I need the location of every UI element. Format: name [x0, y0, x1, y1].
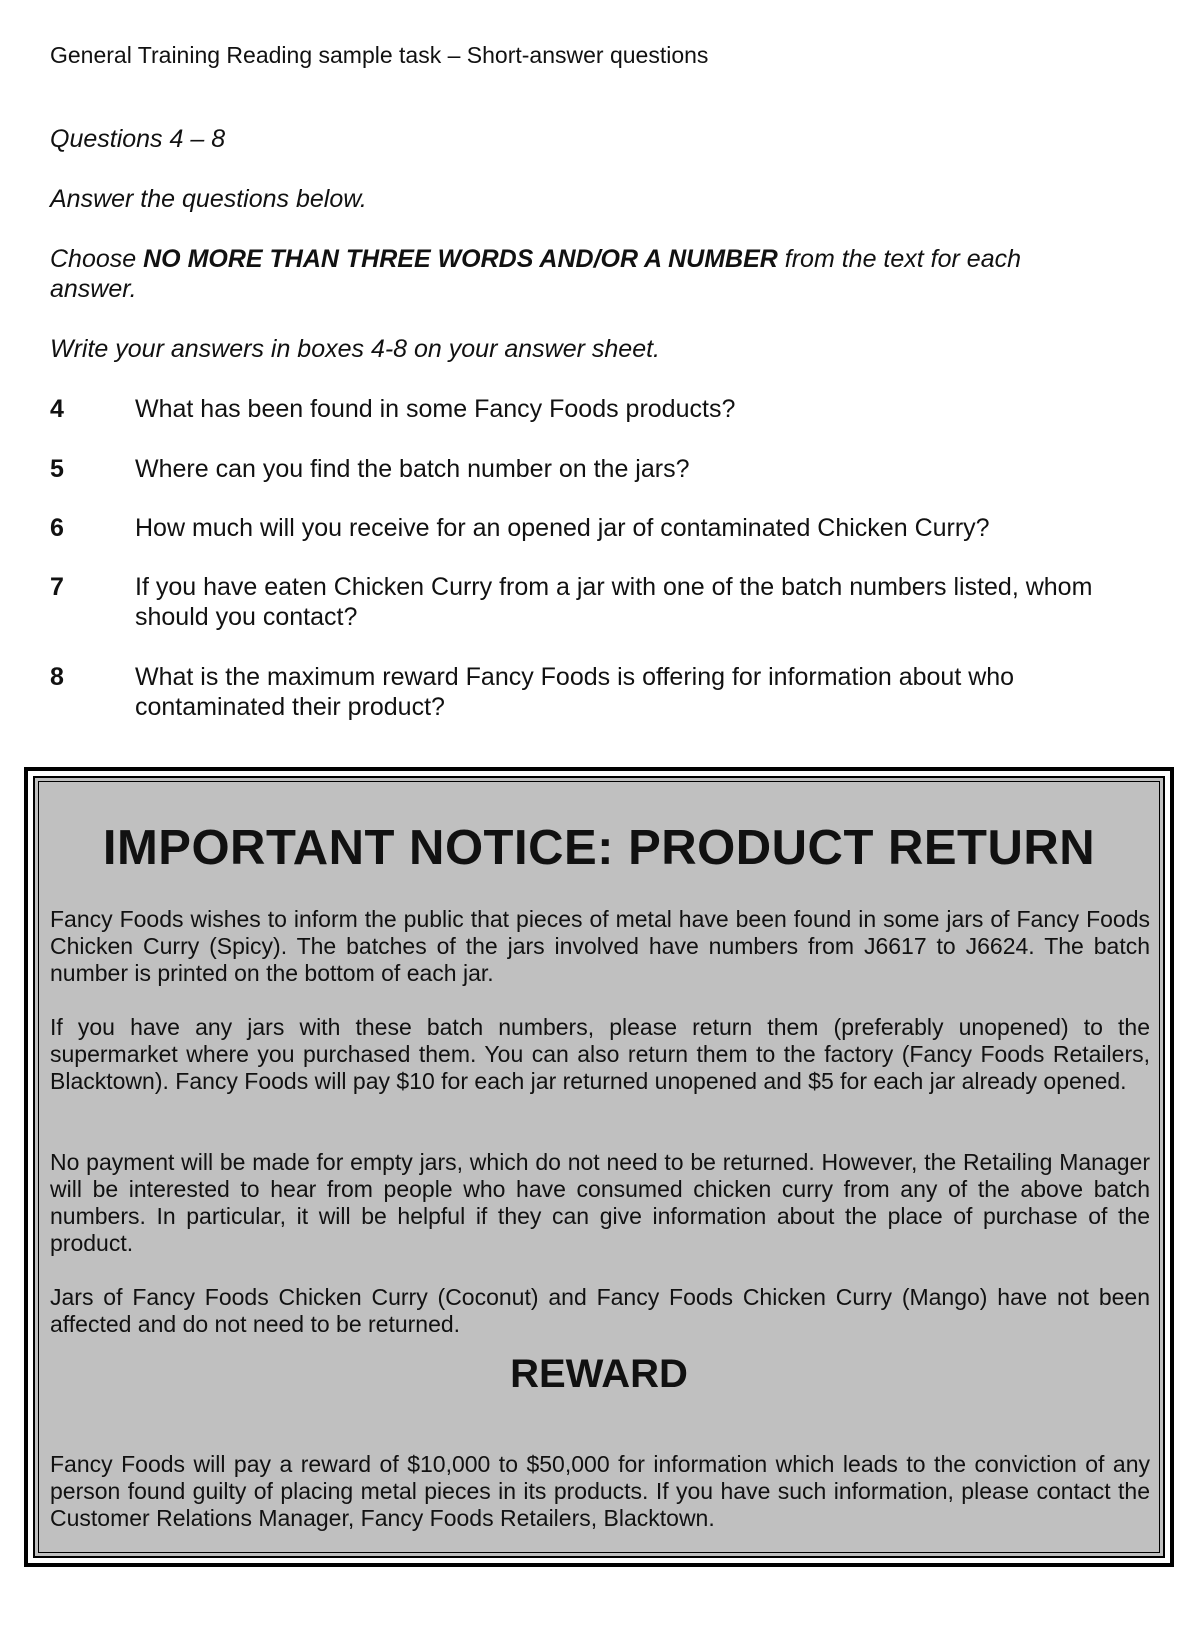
question-number: 7 — [50, 573, 64, 601]
question-text: Where can you find the batch number on the jars? — [135, 455, 690, 483]
word-limit-prefix: Choose — [50, 245, 144, 273]
reward-paragraph: Fancy Foods will pay a reward of $10,000 to $50,000 for information which leads to the conviction of any person found guilty of placing metal pieces in its products. If you have such information, please contact the Customer Relations Manager, Fancy Foods Retailers, Blacktown. — [50, 1451, 1150, 1531]
question-number: 6 — [50, 514, 64, 542]
question-number: 8 — [50, 663, 64, 691]
question-number: 4 — [50, 395, 64, 423]
word-limit-suffix: from the text for each answer. — [50, 245, 1022, 303]
question-text: If you have eaten Chicken Curry from a jar with one of the batch numbers listed, whom should you contact? — [135, 573, 1093, 631]
page-header: General Training Reading sample task – Short-answer questions — [50, 42, 709, 68]
question-text: What is the maximum reward Fancy Foods is offering for information about who contaminated their product? — [135, 663, 1015, 721]
notice-paragraph: Fancy Foods wishes to inform the public that pieces of metal have been found in some jars of Fancy Foods Chicken Curry (Spicy). The batches of the jars involved have numbers from J6617 to J6624. The batch number is printed on the bottom of each jar. — [50, 906, 1150, 986]
question-text: What has been found in some Fancy Foods products? — [135, 395, 736, 423]
answer-instruction: Answer the questions below. — [50, 185, 367, 213]
question-number: 5 — [50, 455, 64, 483]
word-limit-instruction — [50, 244, 1100, 304]
questions-range: Questions 4 – 8 — [50, 125, 226, 153]
notice-paragraph: No payment will be made for empty jars, which do not need to be returned. However, the Retailing Manager will be interested to hear from people who have consumed chicken curry from any of the above batch numbers. In particular, it will be helpful if they can give information about the place of purchase of the product. — [50, 1149, 1150, 1256]
reward-heading: REWARD — [510, 1352, 688, 1396]
word-limit-emphasis: NO MORE THAN THREE WORDS AND/OR A NUMBER — [143, 245, 778, 273]
product-return-notice — [24, 767, 1174, 1567]
question-text: How much will you receive for an opened jar of contaminated Chicken Curry? — [135, 514, 990, 542]
notice-title: IMPORTANT NOTICE: PRODUCT RETURN — [102, 821, 1096, 875]
notice-panel — [33, 776, 1165, 1558]
notice-paragraph: If you have any jars with these batch numbers, please return them (preferably unopened) to the supermarket where you purchased them. You can also return them to the factory (Fancy Foods Retailers, Blacktown). Fancy Foods will pay $10 for each jar returned unopened and $5 for each jar already opened. — [50, 1014, 1150, 1094]
answer-sheet-instruction: Write your answers in boxes 4-8 on your answer sheet. — [50, 335, 660, 363]
notice-paragraph: Jars of Fancy Foods Chicken Curry (Coconut) and Fancy Foods Chicken Curry (Mango) have not been affected and do not need to be returned. — [50, 1284, 1150, 1337]
